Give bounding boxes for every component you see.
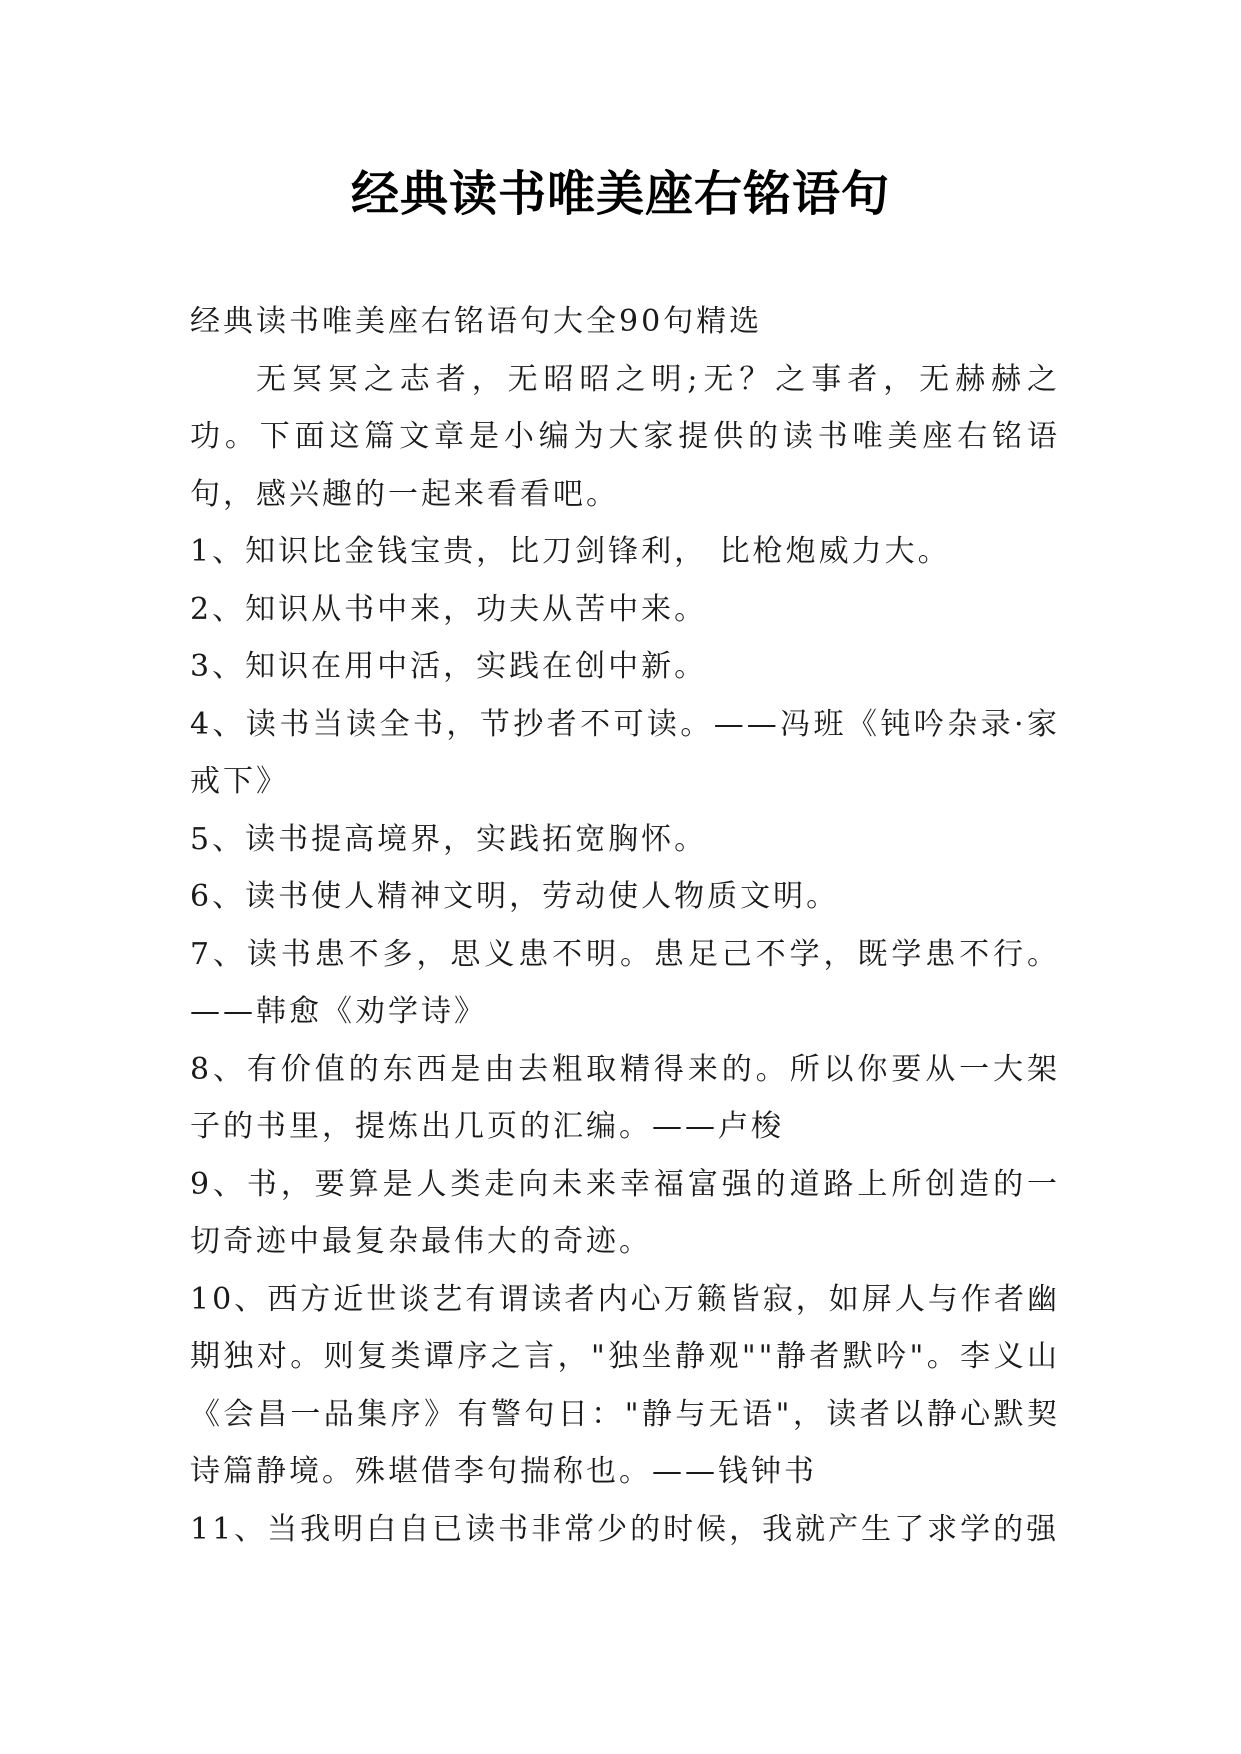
quote-item-7: 7、读书患不多，思义患不明。患足己不学，既学患不行。——韩愈《劝学诗》 — [190, 936, 1060, 1029]
quote-item-8: 8、有价值的东西是由去粗取精得来的。所以你要从一大架子的书里，提炼出几页的汇编。——卢梭 — [190, 1051, 1060, 1144]
quote-item-2: 2、知识从书中来，功夫从苦中来。 — [190, 591, 708, 627]
quote-item-5: 5、读书提高境界，实践拓宽胸怀。 — [190, 821, 708, 857]
quote-item-3: 3、知识在用中活，实践在创中新。 — [190, 649, 708, 684]
document-body — [190, 293, 1060, 1558]
quote-item-10: 10、西方近世谈艺有谓读者内心万籁皆寂，如屏人与作者幽期独对。则复类谭序之言，"独坐静观""静者默吟"。李义山《会昌一品集序》有警句日："静与无语"，读者以静心默契诗篇静境。殊堪借李句揣称也。——钱钟书 — [190, 1281, 1060, 1489]
subtitle-paragraph: 经典读书唯美座右铭语句大全90句精选 — [190, 304, 763, 339]
quote-item-6: 6、读书使人精神文明，劳动使人物质文明。 — [190, 879, 840, 914]
intro-paragraph: 无冥冥之志者，无昭昭之明;无？之事者，无赫赫之功。下面这篇文章是小编为大家提供的读书唯美座右铭语句，感兴趣的一起来看看吧。 — [190, 361, 1060, 512]
quote-item-11: 11、当我明白自已读书非常少的时候，我就产生了求学的强 — [190, 1511, 1060, 1547]
document-title: 经典读书唯美座右铭语句 — [350, 166, 890, 222]
quote-item-4: 4、读书当读全书，节抄者不可读。——冯班《钝吟杂录·家戒下》 — [190, 706, 1060, 799]
quote-item-1: 1、知识比金钱宝贵，比刀剑锋利， 比枪炮威力大。 — [190, 534, 951, 569]
quote-item-9: 9、书，要算是人类走向未来幸福富强的道路上所创造的一切奇迹中最复杂最伟大的奇迹。 — [190, 1166, 1060, 1259]
